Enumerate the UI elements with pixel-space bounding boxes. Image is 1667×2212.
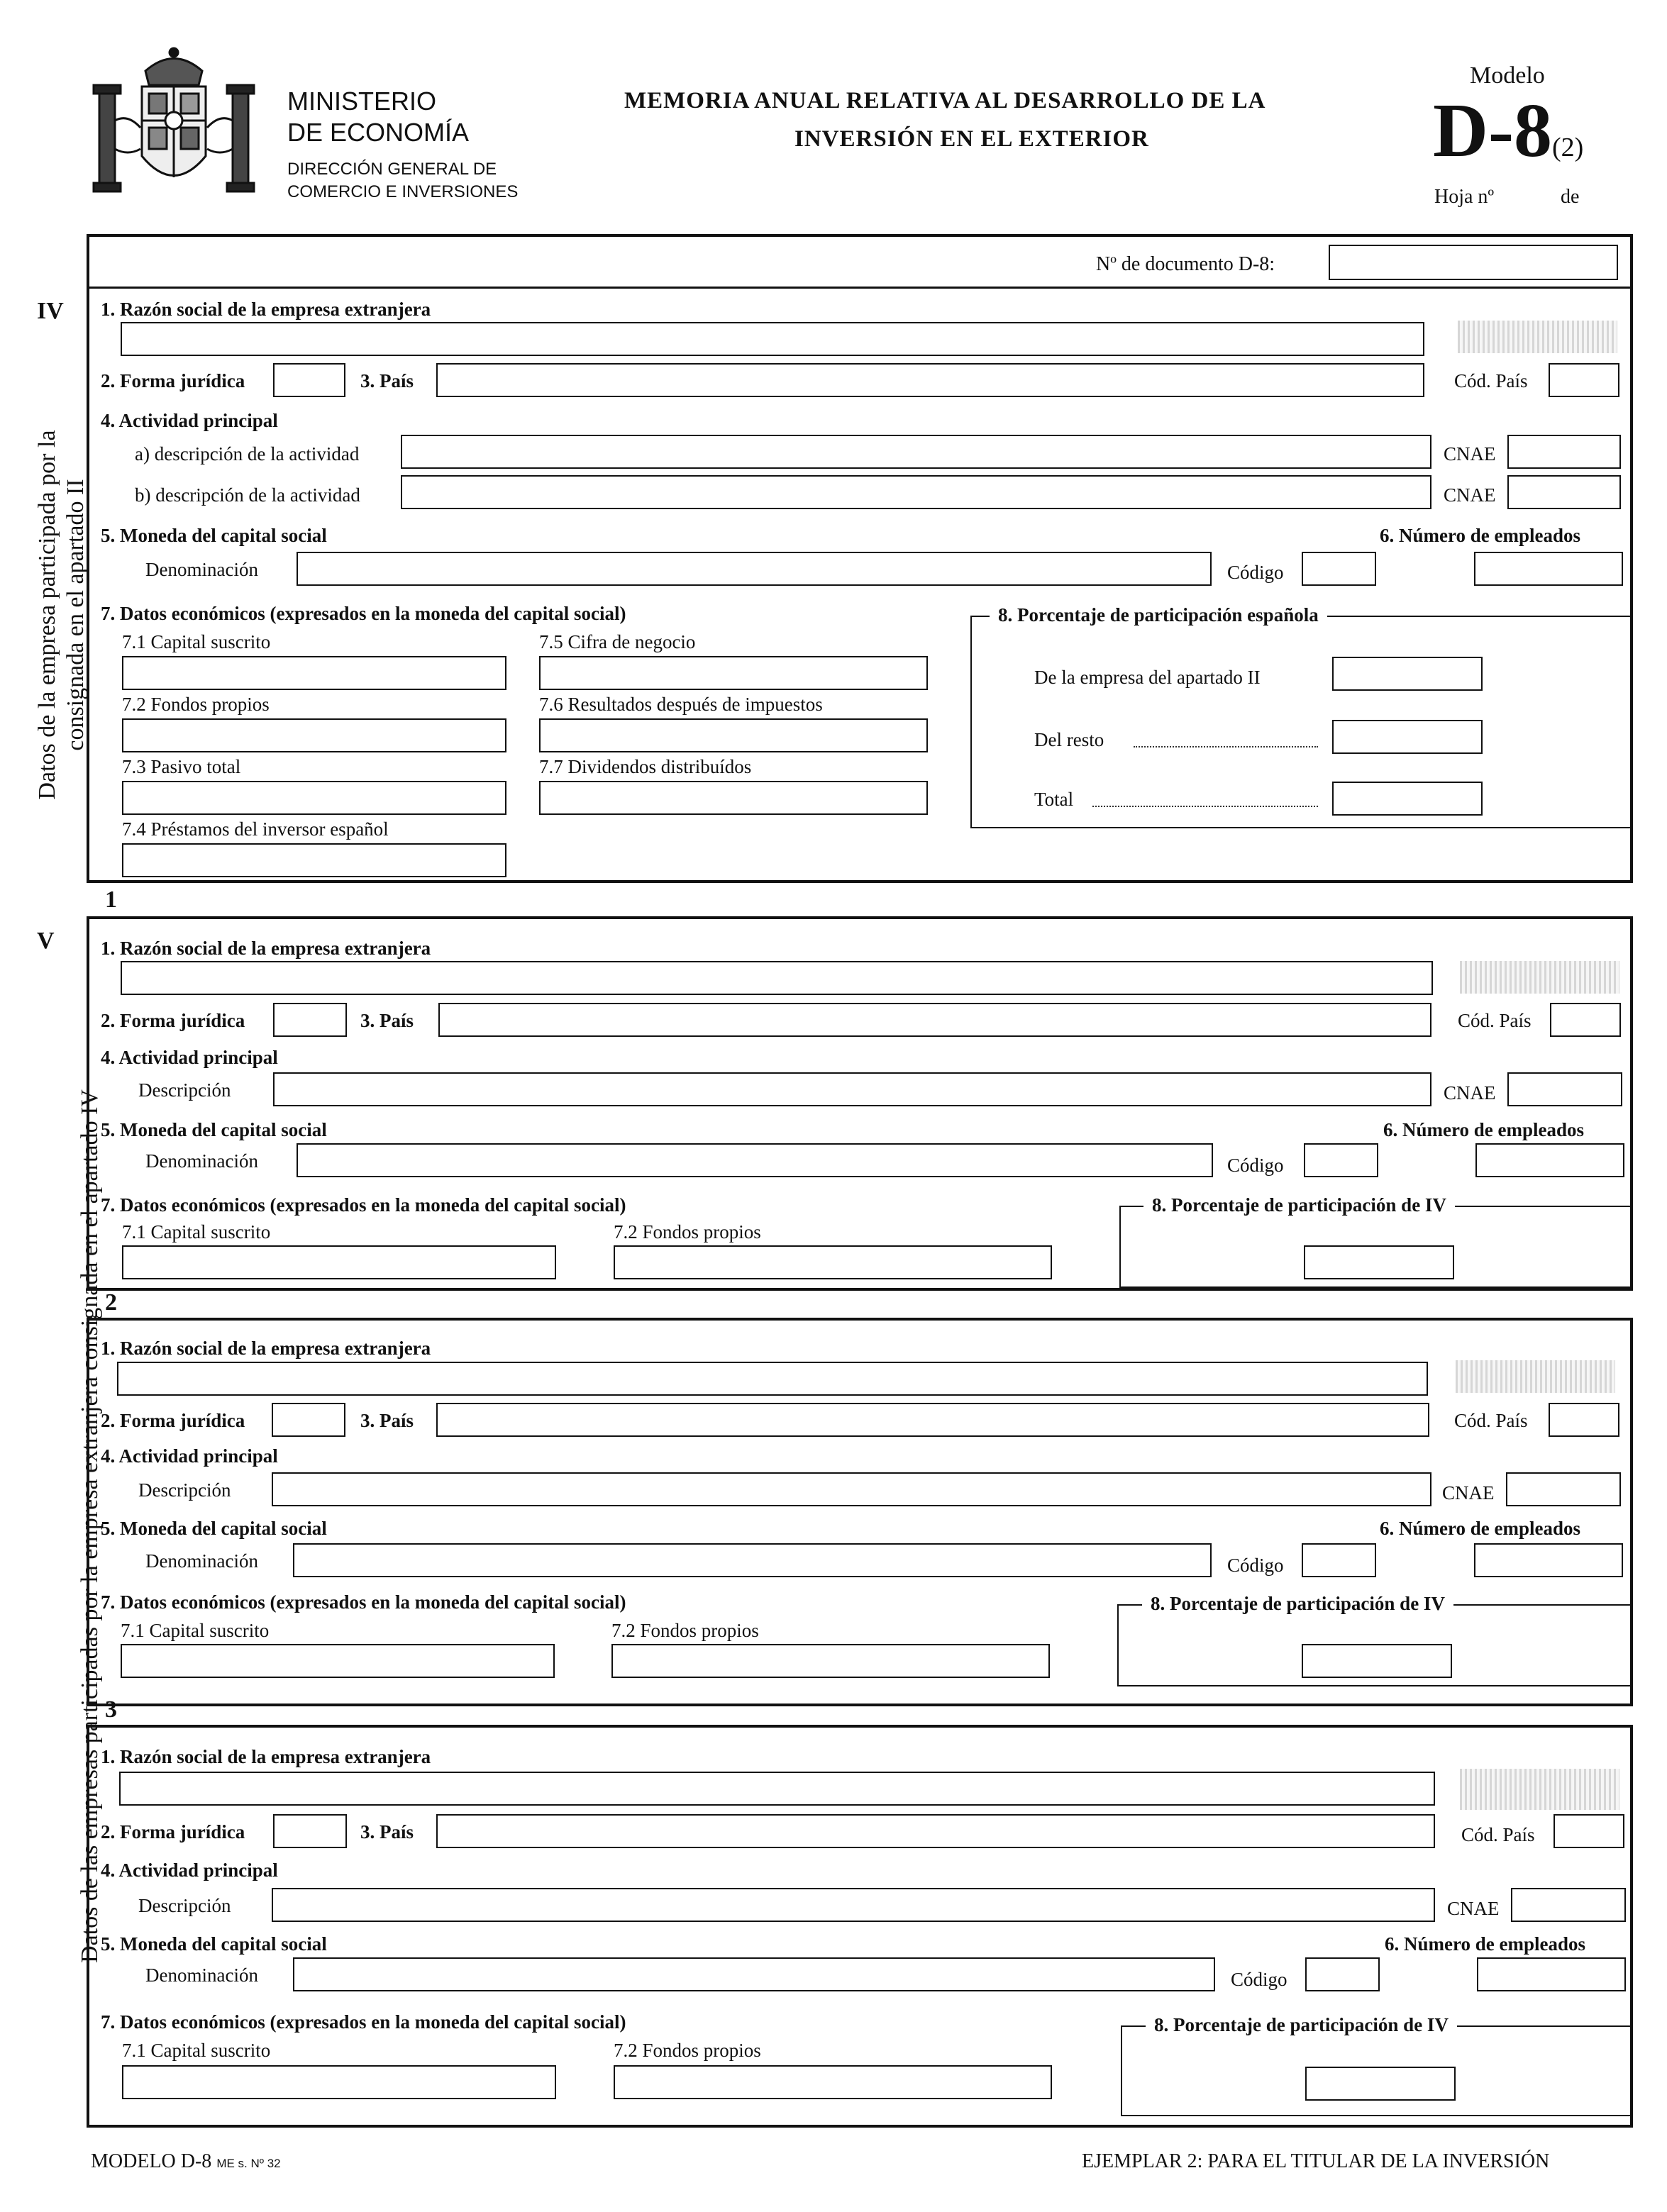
v2-f7-1-label: 7.1 Capital suscrito: [121, 1620, 270, 1641]
v2-empleados-input[interactable]: [1474, 1543, 1623, 1577]
v1-f8-label: 8. Porcentaje de participación de IV: [1143, 1194, 1455, 1216]
v3-pct-iv-input[interactable]: [1305, 2067, 1456, 2101]
v2-f6-label: 6. Número de empleados: [1380, 1518, 1580, 1539]
iv-f2-label: 2. Forma jurídica: [101, 370, 245, 391]
section-iv-side-line2: consignada en el apartado II: [62, 479, 89, 751]
v1-desc-label: Descripción: [138, 1079, 231, 1101]
iv-f8-c-leader: [1092, 806, 1318, 807]
v-entry-3-number: 3: [105, 1696, 117, 1723]
v1-codigo-label: Código: [1227, 1155, 1284, 1176]
iv-pct-resto-input[interactable]: [1332, 720, 1483, 754]
v2-f3-label: 3. País: [360, 1410, 414, 1431]
iv-dividendos-input[interactable]: [539, 781, 928, 815]
v2-fondos-propios-input[interactable]: [611, 1644, 1050, 1678]
v1-forma-juridica-input[interactable]: [273, 1003, 347, 1037]
v3-registry-stamp: [1460, 1769, 1619, 1810]
iv-forma-juridica-input[interactable]: [273, 363, 345, 397]
iv-f7-5-label: 7.5 Cifra de negocio: [539, 631, 696, 652]
hoja-de-label: de: [1561, 186, 1580, 208]
v2-capital-suscrito-input[interactable]: [121, 1644, 555, 1678]
coat-of-arms-icon: [85, 43, 262, 206]
v1-cnae-input[interactable]: [1507, 1072, 1622, 1106]
iv-fondos-propios-input[interactable]: [122, 718, 506, 752]
v2-registry-stamp: [1456, 1360, 1615, 1393]
v2-f4-label: 4. Actividad principal: [101, 1445, 278, 1467]
iv-prestamos-input[interactable]: [122, 843, 506, 877]
form-title-line1: MEMORIA ANUAL RELATIVA AL DESARROLLO DE LA: [624, 88, 1266, 113]
iv-f3-label: 3. País: [360, 370, 414, 391]
v1-f3-label: 3. País: [360, 1010, 414, 1031]
section-iv-header-divider: [87, 287, 1633, 289]
iv-cod-pais-label: Cód. País: [1454, 370, 1528, 391]
iv-actividad-b-input[interactable]: [401, 475, 1431, 509]
v3-empleados-input[interactable]: [1477, 1957, 1626, 1991]
v1-razon-social-input[interactable]: [121, 961, 1433, 995]
doc-number-label: Nº de documento D-8:: [1096, 253, 1275, 275]
hoja-label: Hoja nº: [1434, 186, 1495, 208]
v3-f2-label: 2. Forma jurídica: [101, 1821, 245, 1843]
v3-cod-pais-input[interactable]: [1554, 1814, 1624, 1848]
v2-descripcion-input[interactable]: [272, 1472, 1431, 1506]
iv-f5-label: 5. Moneda del capital social: [101, 525, 327, 546]
v1-empleados-input[interactable]: [1475, 1143, 1624, 1177]
v3-forma-juridica-input[interactable]: [273, 1814, 347, 1848]
v1-f5-label: 5. Moneda del capital social: [101, 1119, 327, 1140]
v1-cod-pais-input[interactable]: [1550, 1003, 1621, 1037]
v1-f2-label: 2. Forma jurídica: [101, 1010, 245, 1031]
v2-cnae-input[interactable]: [1506, 1472, 1621, 1506]
v2-pct-iv-input[interactable]: [1302, 1644, 1452, 1678]
v1-f1-label: 1. Razón social de la empresa extranjera: [101, 938, 431, 959]
v1-f7-label: 7. Datos económicos (expresados en la moneda del capital social): [101, 1194, 626, 1216]
v1-fondos-propios-input[interactable]: [614, 1245, 1052, 1279]
iv-razon-social-input[interactable]: [121, 322, 1424, 356]
iv-cnae-b-input[interactable]: [1507, 475, 1621, 509]
iv-pais-input[interactable]: [436, 363, 1424, 397]
v2-denominacion-input[interactable]: [293, 1543, 1212, 1577]
iv-codigo-input[interactable]: [1302, 552, 1376, 586]
v1-f6-label: 6. Número de empleados: [1383, 1119, 1584, 1140]
v3-codigo-label: Código: [1231, 1969, 1287, 1990]
v3-fondos-propios-input[interactable]: [614, 2065, 1052, 2099]
v1-capital-suscrito-input[interactable]: [122, 1245, 556, 1279]
iv-denominacion-input[interactable]: [297, 552, 1212, 586]
modelo-copy-number: (2): [1551, 133, 1584, 162]
v1-f7-1-label: 7.1 Capital suscrito: [122, 1221, 271, 1243]
iv-cnae-a-label: CNAE: [1444, 443, 1496, 465]
modelo-code-text: D-8: [1433, 89, 1552, 173]
modelo-code: [1433, 89, 1584, 187]
section-v-side-text: Datos de las empresas participadas por la empresa extranjera consignada en el apartado IV: [77, 1089, 103, 1963]
v2-forma-juridica-input[interactable]: [272, 1403, 345, 1437]
section-iv-side-line1: Datos de la empresa participada por la: [34, 430, 60, 800]
v3-descripcion-input[interactable]: [272, 1888, 1435, 1922]
v2-cod-pais-label: Cód. País: [1454, 1410, 1528, 1431]
v-entry-2-number: 2: [105, 1289, 117, 1316]
iv-pct-apartado-ii-input[interactable]: [1332, 657, 1483, 691]
iv-f7-1-label: 7.1 Capital suscrito: [122, 631, 271, 652]
iv-f7-label: 7. Datos económicos (expresados en la moneda del capital social): [101, 603, 626, 624]
v2-denominacion-label: Denominación: [145, 1550, 258, 1572]
v3-cnae-label: CNAE: [1447, 1898, 1500, 1919]
iv-cnae-b-label: CNAE: [1444, 484, 1496, 506]
v1-pct-iv-input[interactable]: [1304, 1245, 1454, 1279]
iv-f8-label: 8. Porcentaje de participación española: [990, 604, 1327, 626]
v1-cod-pais-label: Cód. País: [1458, 1010, 1532, 1031]
iv-f4-label: 4. Actividad principal: [101, 410, 278, 431]
v1-registry-stamp: [1460, 961, 1619, 994]
iv-f7-6-label: 7.6 Resultados después de impuestos: [539, 694, 823, 715]
iv-f4a-label: a) descripción de la actividad: [135, 443, 360, 465]
v3-desc-label: Descripción: [138, 1895, 231, 1916]
v3-cnae-input[interactable]: [1511, 1888, 1626, 1922]
iv-pct-total-input[interactable]: [1332, 782, 1483, 816]
v1-descripcion-input[interactable]: [273, 1072, 1431, 1106]
v2-f8-label: 8. Porcentaje de participación de IV: [1142, 1593, 1453, 1615]
v3-f7-label: 7. Datos económicos (expresados en la moneda del capital social): [101, 2011, 626, 2033]
footer-form-code-main: MODELO D-8: [91, 2150, 212, 2172]
v2-f7-label: 7. Datos económicos (expresados en la moneda del capital social): [101, 1591, 626, 1613]
v3-f1-label: 1. Razón social de la empresa extranjera: [101, 1746, 431, 1767]
form-title-line2: INVERSIÓN EN EL EXTERIOR: [794, 126, 1149, 152]
v3-f3-label: 3. País: [360, 1821, 414, 1843]
v3-f5-label: 5. Moneda del capital social: [101, 1933, 327, 1955]
v3-codigo-input[interactable]: [1305, 1957, 1380, 1991]
section-v-numeral: V: [37, 928, 55, 954]
footer-copy-note: EJEMPLAR 2: PARA EL TITULAR DE LA INVERSIÓN: [1082, 2150, 1550, 2172]
iv-capital-suscrito-input[interactable]: [122, 656, 506, 690]
v2-cod-pais-input[interactable]: [1549, 1403, 1619, 1437]
v3-f7-2-label: 7.2 Fondos propios: [614, 2040, 761, 2061]
v2-f2-label: 2. Forma jurídica: [101, 1410, 245, 1431]
iv-denominacion-label: Denominación: [145, 559, 258, 580]
v1-denominacion-input[interactable]: [297, 1143, 1213, 1177]
iv-f7-2-label: 7.2 Fondos propios: [122, 694, 270, 715]
v2-desc-label: Descripción: [138, 1479, 231, 1501]
v2-razon-social-input[interactable]: [117, 1362, 1428, 1396]
iv-f7-7-label: 7.7 Dividendos distribuídos: [539, 756, 752, 777]
iv-empleados-input[interactable]: [1474, 552, 1623, 586]
v2-codigo-input[interactable]: [1302, 1543, 1376, 1577]
v3-denominacion-label: Denominación: [145, 1964, 258, 1986]
v3-cod-pais-label: Cód. País: [1461, 1824, 1535, 1845]
footer-form-code: [91, 2150, 281, 2173]
section-iv-numeral: IV: [37, 298, 64, 324]
ministry-name-line1: MINISTERIO: [287, 87, 437, 116]
v1-f4-label: 4. Actividad principal: [101, 1047, 278, 1068]
iv-f8-b-leader: [1134, 746, 1318, 747]
iv-f7-4-label: 7.4 Préstamos del inversor español: [122, 818, 389, 840]
v1-f7-2-label: 7.2 Fondos propios: [614, 1221, 761, 1243]
v-entry-1-number: 1: [105, 887, 117, 913]
iv-f8-a-label: De la empresa del apartado II: [1034, 667, 1261, 688]
v3-pais-input[interactable]: [436, 1814, 1435, 1848]
iv-cifra-negocio-input[interactable]: [539, 656, 928, 690]
iv-codigo-label: Código: [1227, 562, 1284, 583]
v2-codigo-label: Código: [1227, 1555, 1284, 1576]
v3-f6-label: 6. Número de empleados: [1385, 1933, 1585, 1955]
v3-f4-label: 4. Actividad principal: [101, 1860, 278, 1881]
doc-number-input[interactable]: [1329, 245, 1618, 280]
iv-pasivo-total-input[interactable]: [122, 781, 506, 815]
iv-f6-label: 6. Número de empleados: [1380, 525, 1580, 546]
v3-capital-suscrito-input[interactable]: [122, 2065, 556, 2099]
modelo-label: Modelo: [1470, 62, 1545, 89]
iv-actividad-a-input[interactable]: [401, 435, 1431, 469]
v1-codigo-input[interactable]: [1304, 1143, 1378, 1177]
iv-cnae-a-input[interactable]: [1507, 435, 1621, 469]
v3-f8-label: 8. Porcentaje de participación de IV: [1146, 2014, 1457, 2036]
directorate-line2: COMERCIO E INVERSIONES: [287, 182, 519, 201]
v3-denominacion-input[interactable]: [293, 1957, 1215, 1991]
v2-f1-label: 1. Razón social de la empresa extranjera: [101, 1338, 431, 1359]
iv-f8-b-label: Del resto: [1034, 729, 1104, 750]
iv-f8-c-label: Total: [1034, 789, 1074, 810]
ministry-name-line2: DE ECONOMÍA: [287, 118, 470, 147]
v2-f7-2-label: 7.2 Fondos propios: [611, 1620, 759, 1641]
iv-f4b-label: b) descripción de la actividad: [135, 484, 360, 506]
iv-registry-stamp: [1458, 321, 1617, 353]
v2-cnae-label: CNAE: [1442, 1482, 1495, 1504]
v1-pais-input[interactable]: [438, 1003, 1431, 1037]
v2-f5-label: 5. Moneda del capital social: [101, 1518, 327, 1539]
iv-f1-label: 1. Razón social de la empresa extranjera: [101, 299, 431, 320]
v3-f7-1-label: 7.1 Capital suscrito: [122, 2040, 271, 2061]
v1-denominacion-label: Denominación: [145, 1150, 258, 1172]
directorate-line1: DIRECCIÓN GENERAL DE: [287, 160, 497, 179]
iv-resultados-input[interactable]: [539, 718, 928, 752]
iv-f7-3-label: 7.3 Pasivo total: [122, 756, 241, 777]
iv-cod-pais-input[interactable]: [1549, 363, 1619, 397]
v3-razon-social-input[interactable]: [119, 1772, 1435, 1806]
v2-pais-input[interactable]: [436, 1403, 1429, 1437]
footer-form-code-small: ME s. Nº 32: [216, 2157, 281, 2170]
v1-cnae-label: CNAE: [1444, 1082, 1496, 1104]
